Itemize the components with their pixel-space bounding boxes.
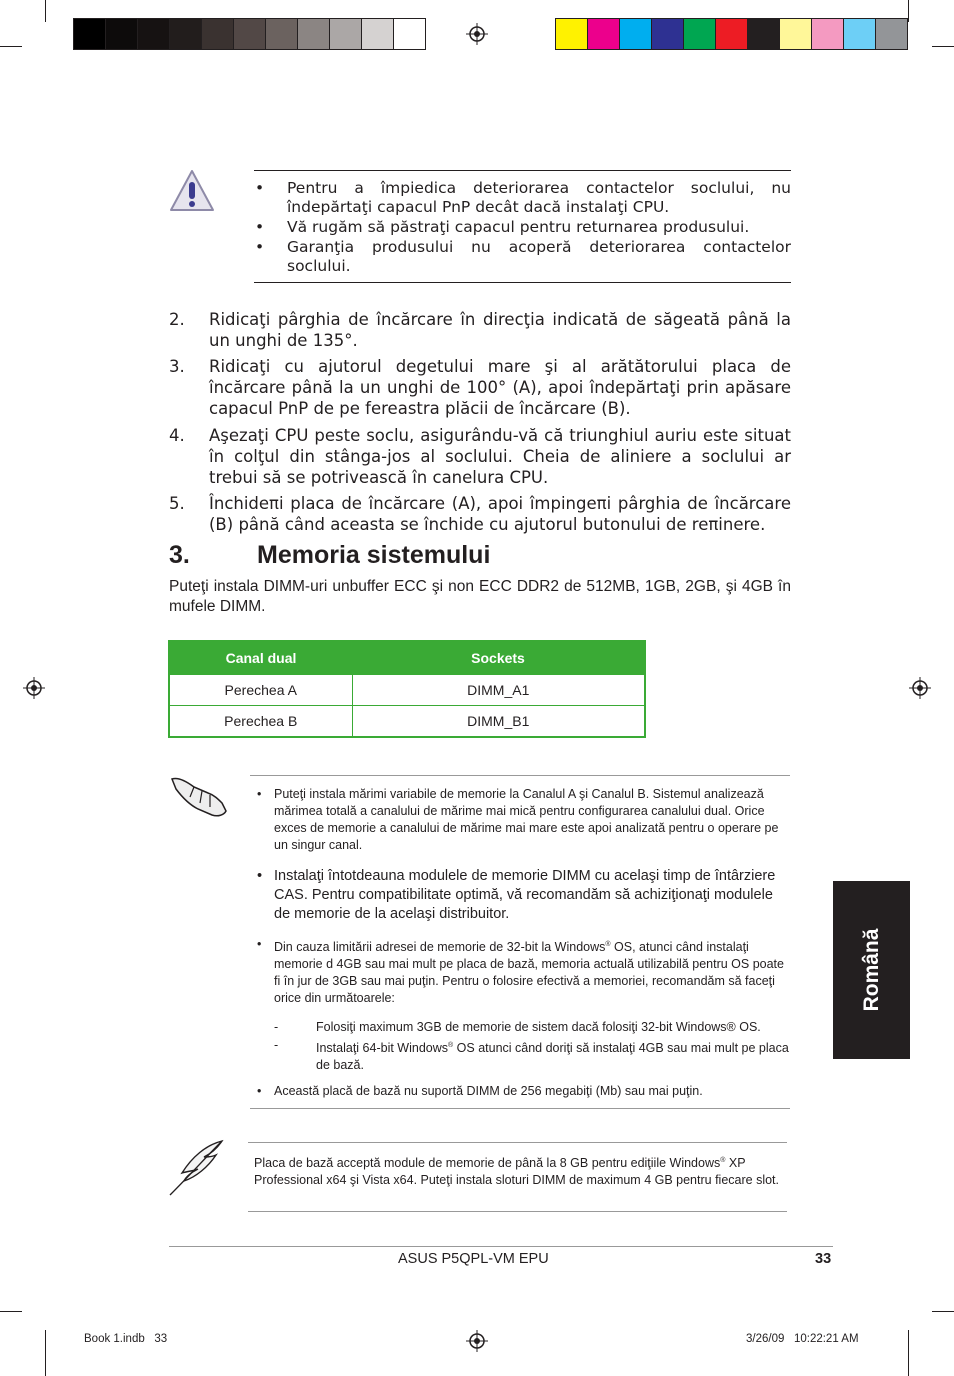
note-text: Această placă de bază nu suportă DIMM de 256 megabiţi (Mb) sau mai puţin. (274, 1084, 703, 1098)
warning-text: Vă rugăm să păstraţi capacul pentru returnarea produsului. (287, 218, 750, 236)
table-row (169, 675, 645, 706)
section-title: Memoria sistemului (257, 541, 491, 569)
crop-mark (908, 1330, 909, 1376)
bullet: • (255, 238, 265, 256)
subnote-item (274, 1019, 792, 1036)
note-text (274, 936, 792, 1007)
subnote-text: Folosiţi maximum 3GB de memorie de sistem dacă folosiţi 32-bit Windows® OS. (316, 1020, 761, 1034)
crop-mark (932, 46, 954, 47)
warning-top-rule (254, 170, 791, 171)
table-cell: Perechea B (169, 706, 352, 738)
note-text-part: OS, atunci când instalaţi memorie d 4GB sau mai mult pe placa de bază, memoria actuală utilizabilă pentru OS poate fi în jur de 3GB sau mai puţin. Pentru o folosire efectivă a memoriei, recomandăm să faceţi orice din următoarele: (274, 940, 784, 1006)
crop-mark (45, 0, 46, 22)
warning-bottom-rule (254, 282, 791, 283)
color-swatch (876, 19, 907, 49)
crop-mark (908, 0, 909, 22)
final-note-bottom-rule (248, 1211, 787, 1212)
slug-timestamp: 3/26/09 10:22:21 AM (746, 1333, 859, 1345)
gray-swatch (330, 19, 362, 49)
subnote-text-part: OS atunci când doriţi să instalaţi 4GB sau mai mult pe placa de bază. (316, 1041, 789, 1073)
subnote-item (274, 1037, 792, 1074)
dimm-table (168, 640, 646, 738)
registered-mark: ® (605, 941, 611, 948)
grayscale-bar (73, 18, 426, 50)
table-cell: DIMM_A1 (352, 675, 645, 706)
slug-file-info: Book 1.indb 33 (84, 1333, 168, 1345)
step-item (169, 493, 791, 535)
warning-item (255, 218, 791, 237)
bullet: • (257, 787, 262, 801)
registration-mark-icon (466, 1330, 488, 1352)
table-cell: DIMM_B1 (352, 706, 645, 738)
gray-swatch (234, 19, 266, 49)
feather-quill-icon (166, 1139, 226, 1197)
gray-swatch (266, 19, 298, 49)
bullet: • (255, 218, 265, 236)
subnote-text-part: Instalaţi 64-bit Windows (316, 1041, 449, 1056)
crop-mark (932, 1311, 954, 1312)
page-number: 33 (815, 1251, 832, 1267)
table-row (169, 706, 645, 738)
color-swatch (652, 19, 684, 49)
gray-swatch (298, 19, 330, 49)
step-text: Aşezaţi CPU peste soclu, asigurându-vă că triunghiul auriu este situat în colţul din stânga-jos al soclului. Cheia de aliniere a soclului ar trebui să se potrivească în canelura CPU. (209, 426, 791, 487)
warning-item (255, 179, 791, 217)
gray-swatch (74, 19, 106, 49)
step-item (169, 309, 791, 351)
dash-bullet: - (274, 1020, 279, 1034)
bullet: • (257, 868, 263, 884)
step-number: 4. (169, 426, 185, 445)
note-text-part: Din cauza limitării adresei de memorie de 32-bit la Windows (274, 940, 606, 955)
step-number: 5. (169, 494, 185, 513)
bullet: • (257, 937, 262, 951)
final-note-top-rule (248, 1142, 787, 1143)
note-item (257, 867, 792, 924)
registration-mark-icon (909, 677, 931, 699)
final-note-part: XP Professional x64 şi Vista x64. Puteţi instala sloturi DIMM de maximum 4 GB pentru fiecare slot. (254, 1156, 779, 1188)
step-number: 2. (169, 310, 185, 329)
color-swatch (748, 19, 780, 49)
note-bottom-rule (250, 1108, 790, 1109)
subnote-text (316, 1037, 792, 1074)
warning-item (255, 238, 791, 276)
color-swatch (716, 19, 748, 49)
section-number: 3. (169, 541, 190, 569)
color-swatch (812, 19, 844, 49)
color-swatch (844, 19, 876, 49)
pointing-hand-icon (168, 773, 230, 819)
gray-swatch (394, 19, 425, 49)
bullet: • (257, 1084, 262, 1098)
note-text: Puteţi instala mărimi variabile de memorie la Canalul A şi Canalul B. Sistemul analizează mărimea totală a canalului de mărime mai mică pentru configurarea canalului dual. Orice exces de memorie a canalului de mărime mai mare este apoi analizată pentru o operare pe un singur canal. (274, 787, 779, 852)
gray-swatch (170, 19, 202, 49)
step-text: Ridicaţi cu ajutorul degetului mare şi al arătătorului placa de încărcare până la un unghi de 100° (A), apoi îndepărtaţi prin apăsare capacul PnP de pe fereastra plăcii de încărcare (B). (209, 357, 791, 418)
color-swatch (620, 19, 652, 49)
language-label: Română (859, 928, 883, 1012)
registration-mark-icon (466, 23, 488, 45)
crop-mark (0, 46, 22, 47)
dash-bullet: - (274, 1038, 279, 1052)
warning-text: Garanţia produsului nu acoperă deteriorarea contactelor soclului. (287, 238, 791, 275)
language-side-tab (833, 881, 910, 1059)
color-swatch (556, 19, 588, 49)
crop-mark (45, 1330, 46, 1376)
step-text: Închideπi placa de încărcare (A), apoi împingeπi pârghia de încărcare (B) până când aceasta se închide cu ajutorul butonului de reπinere. (209, 494, 791, 534)
section-intro: Puteţi instala DIMM-uri unbuffer ECC şi non ECC DDR2 de 512MB, 1GB, 2GB, şi 4GB în mufele DIMM. (169, 578, 791, 615)
final-note-text (254, 1152, 784, 1189)
footer-product: ASUS P5QPL-VM EPU (398, 1251, 549, 1267)
color-swatch (684, 19, 716, 49)
final-note-part: Placa de bază acceptă module de memorie de până la 8 GB pentru ediţiile Windows (254, 1156, 721, 1171)
color-bar (555, 18, 908, 50)
note-item (257, 786, 792, 854)
step-item (169, 356, 791, 419)
registered-mark: ® (448, 1042, 454, 1049)
note-text: Instalaţi întotdeauna modulele de memorie DIMM cu acelaşi timp de întârziere CAS. Pentru compatibilitate optimă, vă recomandăm să achiziţionaţi modulele de memorie de la acelaşi distribuitor. (274, 868, 776, 922)
registered-mark: ® (720, 1157, 726, 1164)
note-top-rule (250, 775, 790, 776)
gray-swatch (106, 19, 138, 49)
note-item (257, 1083, 792, 1100)
step-item (169, 425, 791, 488)
color-swatch (588, 19, 620, 49)
bullet: • (255, 179, 265, 197)
table-header: Canal dual (169, 641, 352, 675)
table-header-row (169, 641, 645, 675)
step-number: 3. (169, 357, 185, 376)
warning-triangle-icon (168, 168, 216, 214)
gray-swatch (138, 19, 170, 49)
gray-swatch (202, 19, 234, 49)
table-cell: Perechea A (169, 675, 352, 706)
footer-rule (169, 1246, 833, 1247)
gray-swatch (362, 19, 394, 49)
step-text: Ridicaţi pârghia de încărcare în direcţia indicată de săgeată până la un unghi de 135°. (209, 310, 791, 350)
table-header: Sockets (352, 641, 645, 675)
note-item (257, 936, 792, 1007)
color-swatch (780, 19, 812, 49)
registration-mark-icon (23, 677, 45, 699)
crop-mark (0, 1311, 22, 1312)
warning-text: Pentru a împiedica deteriorarea contactelor soclului, nu îndepărtaţi capacul PnP decât dacă instalaţi CPU. (287, 179, 791, 216)
